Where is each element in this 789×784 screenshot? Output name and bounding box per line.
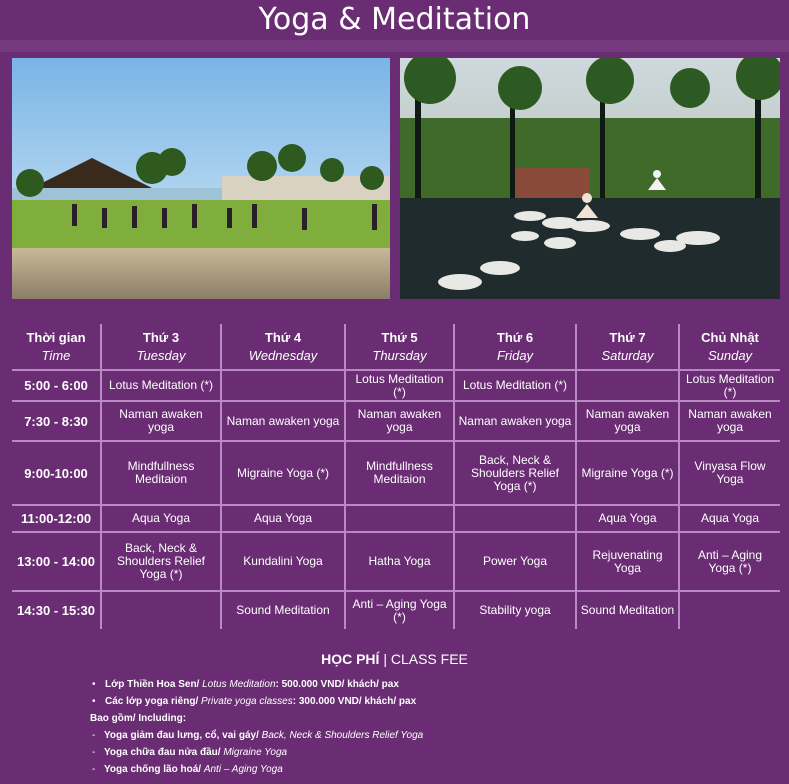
class-cell: Migraine Yoga (*) — [221, 441, 345, 505]
bullet-icon: • — [92, 696, 96, 707]
class-cell: Kundalini Yoga — [221, 532, 345, 591]
class-cell: Aqua Yoga — [101, 505, 221, 532]
included-item: - Yoga giảm đau lưng, cổ, vai gáy/ Back, Neck & Shoulders Relief Yoga — [92, 727, 423, 744]
class-cell: Anti – Aging Yoga (*) — [679, 532, 780, 591]
title-band — [0, 40, 789, 52]
class-cell — [576, 370, 679, 401]
class-cell: Naman awaken yoga — [101, 401, 221, 441]
class-cell: Aqua Yoga — [679, 505, 780, 532]
class-cell — [454, 505, 576, 532]
class-cell: Back, Neck & Shoulders Relief Yoga (*) — [101, 532, 221, 591]
schedule-row — [12, 401, 780, 441]
bullet-icon: • — [92, 679, 96, 690]
time-cell: 13:00 - 14:00 — [12, 532, 101, 591]
included-item: - Yoga chữa đau nửa đầu/ Migraine Yoga — [92, 744, 423, 761]
class-cell: Naman awaken yoga — [345, 401, 454, 441]
class-cell: Aqua Yoga — [576, 505, 679, 532]
class-cell: Sound Meditation — [576, 591, 679, 629]
fee-item: • Các lớp yoga riêng/ Private yoga classes: 300.000 VND/ khách/ pax — [92, 693, 423, 710]
class-cell — [345, 505, 454, 532]
time-cell: 7:30 - 8:30 — [12, 401, 101, 441]
header-sunday: Chủ Nhật Sunday — [679, 324, 780, 370]
class-cell: Vinyasa Flow Yoga — [679, 441, 780, 505]
class-cell: Mindfullness Meditaion — [101, 441, 221, 505]
beach-yoga-photo — [12, 58, 390, 299]
schedule-row — [12, 370, 780, 401]
time-cell: 14:30 - 15:30 — [12, 591, 101, 629]
class-cell: Aqua Yoga — [221, 505, 345, 532]
header-thursday: Thứ 5 Thursday — [345, 324, 454, 370]
schedule-row — [12, 505, 780, 532]
class-cell: Naman awaken yoga — [454, 401, 576, 441]
class-cell: Power Yoga — [454, 532, 576, 591]
fee-including-label: Bao gồm/ Including: — [90, 713, 187, 724]
class-cell — [679, 591, 780, 629]
class-cell — [101, 591, 221, 629]
class-cell: Rejuvenating Yoga — [576, 532, 679, 591]
header-saturday: Thứ 7 Saturday — [576, 324, 679, 370]
dash-icon: - — [92, 730, 96, 741]
class-cell: Back, Neck & Shoulders Relief Yoga (*) — [454, 441, 576, 505]
header-tuesday: Thứ 3 Tuesday — [101, 324, 221, 370]
class-cell: Anti – Aging Yoga (*) — [345, 591, 454, 629]
class-cell: Mindfullness Meditaion — [345, 441, 454, 505]
time-cell: 11:00-12:00 — [12, 505, 101, 532]
class-cell: Lotus Meditation (*) — [345, 370, 454, 401]
pool-meditation-photo — [400, 58, 780, 299]
time-cell: 9:00-10:00 — [12, 441, 101, 505]
header-time: Thời gian Time — [12, 324, 101, 370]
header-wednesday: Thứ 4 Wednesday — [221, 324, 345, 370]
class-fee-title: HỌC PHÍ | CLASS FEE — [321, 651, 468, 667]
schedule-row — [12, 591, 780, 629]
class-cell: Naman awaken yoga — [576, 401, 679, 441]
class-cell — [221, 370, 345, 401]
class-cell: Hatha Yoga — [345, 532, 454, 591]
schedule-row — [12, 532, 780, 591]
class-cell: Naman awaken yoga — [679, 401, 780, 441]
class-fee-section — [0, 650, 789, 775]
included-item: - Yoga chống lão hoá/ Anti – Aging Yoga — [92, 761, 423, 778]
class-cell: Lotus Meditation (*) — [679, 370, 780, 401]
page-title: Yoga & Meditation — [258, 2, 531, 37]
fee-item: • Lớp Thiền Hoa Sen/ Lotus Meditation: 500.000 VND/ khách/ pax — [92, 676, 423, 693]
class-cell: Stability yoga — [454, 591, 576, 629]
class-cell: Migraine Yoga (*) — [576, 441, 679, 505]
schedule-row — [12, 441, 780, 505]
header-friday: Thứ 6 Friday — [454, 324, 576, 370]
class-fee-list — [92, 676, 423, 778]
class-cell: Lotus Meditation (*) — [454, 370, 576, 401]
schedule-header-row — [12, 324, 780, 370]
time-cell: 5:00 - 6:00 — [12, 370, 101, 401]
class-cell: Sound Meditation — [221, 591, 345, 629]
dash-icon: - — [92, 764, 96, 775]
class-cell: Lotus Meditation (*) — [101, 370, 221, 401]
class-cell: Naman awaken yoga — [221, 401, 345, 441]
schedule-table — [12, 324, 780, 629]
dash-icon: - — [92, 747, 96, 758]
